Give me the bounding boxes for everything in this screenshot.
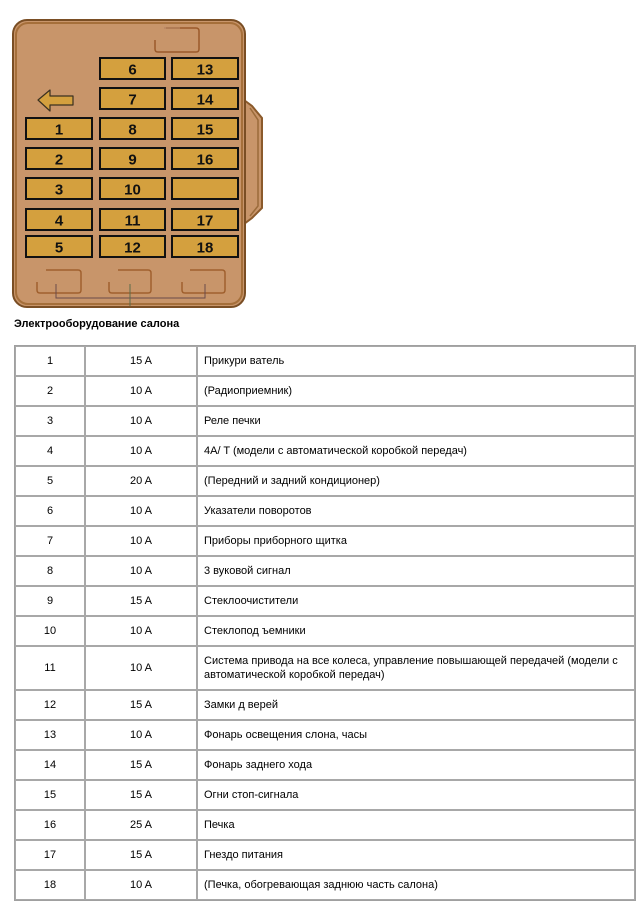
fuse-label: 5 (54, 239, 64, 257)
fuse-label: 8 (128, 121, 137, 139)
fuse-label: 18 (196, 239, 214, 257)
fuse-description-cell: Огни стоп-сигнала (197, 780, 635, 810)
fuse-13 (172, 58, 238, 79)
fuse-label: 16 (196, 151, 214, 169)
fuse-number-cell: 3 (15, 406, 85, 436)
fuse-label: 9 (128, 151, 137, 169)
section-caption: Электрооборудование салона (14, 318, 180, 330)
fuse-number-cell: 5 (15, 466, 85, 496)
fuse-number-cell: 11 (15, 646, 85, 690)
fuse-description-cell: Приборы приборного щитка (197, 526, 635, 556)
fuse-amperage-cell: 10 A (85, 496, 197, 526)
fuse-label: 14 (196, 91, 214, 109)
fuse-2 (26, 148, 92, 169)
fuse-description-cell: (Передний и задний кондиционер) (197, 466, 635, 496)
fuse-label: 15 (196, 121, 214, 139)
fuse-description-cell: Прикури ватель (197, 346, 635, 376)
fuse-number-cell: 6 (15, 496, 85, 526)
fuse-amperage-cell: 15 A (85, 690, 197, 720)
fuse-12 (100, 236, 165, 257)
fuse-description-cell: Стеклоочистители (197, 586, 635, 616)
fuse-amperage-cell: 10 A (85, 720, 197, 750)
fuse-label: 11 (124, 212, 141, 230)
fuse-17 (172, 209, 238, 230)
fuse-number-cell: 16 (15, 810, 85, 840)
table-row (15, 436, 635, 466)
fuse-8 (100, 118, 165, 139)
fuse-amperage-cell: 10 A (85, 556, 197, 586)
fuse-amperage-cell: 15 A (85, 346, 197, 376)
fuse-description-cell: Фонарь заднего хода (197, 750, 635, 780)
fuse-amperage-cell: 10 A (85, 646, 197, 690)
fuse-slot (172, 178, 238, 199)
fuse-14 (172, 88, 238, 109)
fuse-4 (26, 209, 92, 230)
fuse-number-cell: 4 (15, 436, 85, 466)
fuse-amperage-cell: 20 A (85, 466, 197, 496)
fuse-amperage-cell: 15 A (85, 586, 197, 616)
fuse-1 (26, 118, 92, 139)
fuse-amperage-cell: 10 A (85, 526, 197, 556)
table-row (15, 526, 635, 556)
fuse-number-cell: 18 (15, 870, 85, 900)
fuse-16 (172, 148, 238, 169)
fuse-label: 6 (128, 61, 137, 79)
fuse-empty (172, 178, 238, 199)
table-row (15, 406, 635, 436)
table-row (15, 466, 635, 496)
fuse-label: 4 (54, 212, 64, 230)
fuse-9 (100, 148, 165, 169)
fuse-label: 1 (54, 121, 64, 139)
fuse-number-cell: 9 (15, 586, 85, 616)
fuse-number-cell: 8 (15, 556, 85, 586)
fuse-label: 3 (54, 181, 64, 199)
fuse-description-cell: (Печка, обогревающая заднюю часть салона) (197, 870, 635, 900)
fuse-description-cell: 3 вуковой сигнал (197, 556, 635, 586)
fuse-number-cell: 13 (15, 720, 85, 750)
fuse-label: 2 (54, 151, 64, 169)
fuse-18 (172, 236, 238, 257)
fuse-6 (100, 58, 165, 79)
fuse-11 (100, 209, 165, 230)
table-row (15, 870, 635, 900)
table-row (15, 616, 635, 646)
fuse-number-cell: 10 (15, 616, 85, 646)
table-row (15, 646, 635, 690)
fuse-label: 12 (124, 239, 141, 257)
table-row (15, 690, 635, 720)
fuse-description-cell: Система привода на все колеса, управление повышающей передачей (модели с автоматической коробкой передач) (197, 646, 635, 690)
fuse-amperage-cell: 15 A (85, 780, 197, 810)
fuse-box-diagram (0, 0, 270, 312)
fuse-description-cell: (Радиоприемник) (197, 376, 635, 406)
fuse-label: 10 (124, 181, 141, 199)
fuse-description-cell: 4A/ T (модели с автоматической коробкой передач) (197, 436, 635, 466)
fuse-amperage-cell: 15 A (85, 750, 197, 780)
fuse-label: 17 (196, 212, 214, 230)
fuse-amperage-cell: 10 A (85, 436, 197, 466)
fuse-description-cell: Реле печки (197, 406, 635, 436)
fuse-number-cell: 14 (15, 750, 85, 780)
fuse-amperage-cell: 10 A (85, 616, 197, 646)
table-row (15, 720, 635, 750)
fuse-amperage-cell: 10 A (85, 376, 197, 406)
table-row (15, 556, 635, 586)
fuse-number-cell: 12 (15, 690, 85, 720)
fuse-number-cell: 7 (15, 526, 85, 556)
fuse-amperage-cell: 10 A (85, 406, 197, 436)
fuse-amperage-cell: 15 A (85, 840, 197, 870)
fuse-3 (26, 178, 92, 199)
fuse-description-cell: Фонарь освещения слона, часы (197, 720, 635, 750)
fuse-description-cell: Гнездо питания (197, 840, 635, 870)
table-row (15, 496, 635, 526)
fuse-description-cell: Стеклопод ъемники (197, 616, 635, 646)
table-row (15, 750, 635, 780)
fuse-description-cell: Печка (197, 810, 635, 840)
fuse-description-cell: Замки д верей (197, 690, 635, 720)
fuse-5 (26, 236, 92, 257)
fuse-label: 7 (128, 91, 137, 109)
fuse-number-cell: 17 (15, 840, 85, 870)
fuse-10 (100, 178, 165, 199)
fuse-amperage-cell: 25 A (85, 810, 197, 840)
table-row (15, 840, 635, 870)
fuse-7 (100, 88, 165, 109)
fuse-table (14, 345, 636, 901)
table-row (15, 346, 635, 376)
table-row (15, 810, 635, 840)
fuse-15 (172, 118, 238, 139)
fuse-description-cell: Указатели поворотов (197, 496, 635, 526)
table-row (15, 586, 635, 616)
fuse-label: 13 (196, 61, 214, 79)
fuse-box-side-tab (244, 100, 262, 224)
fuse-number-cell: 2 (15, 376, 85, 406)
fuse-amperage-cell: 10 A (85, 870, 197, 900)
table-row (15, 780, 635, 810)
table-row (15, 376, 635, 406)
fuse-number-cell: 1 (15, 346, 85, 376)
fuse-number-cell: 15 (15, 780, 85, 810)
